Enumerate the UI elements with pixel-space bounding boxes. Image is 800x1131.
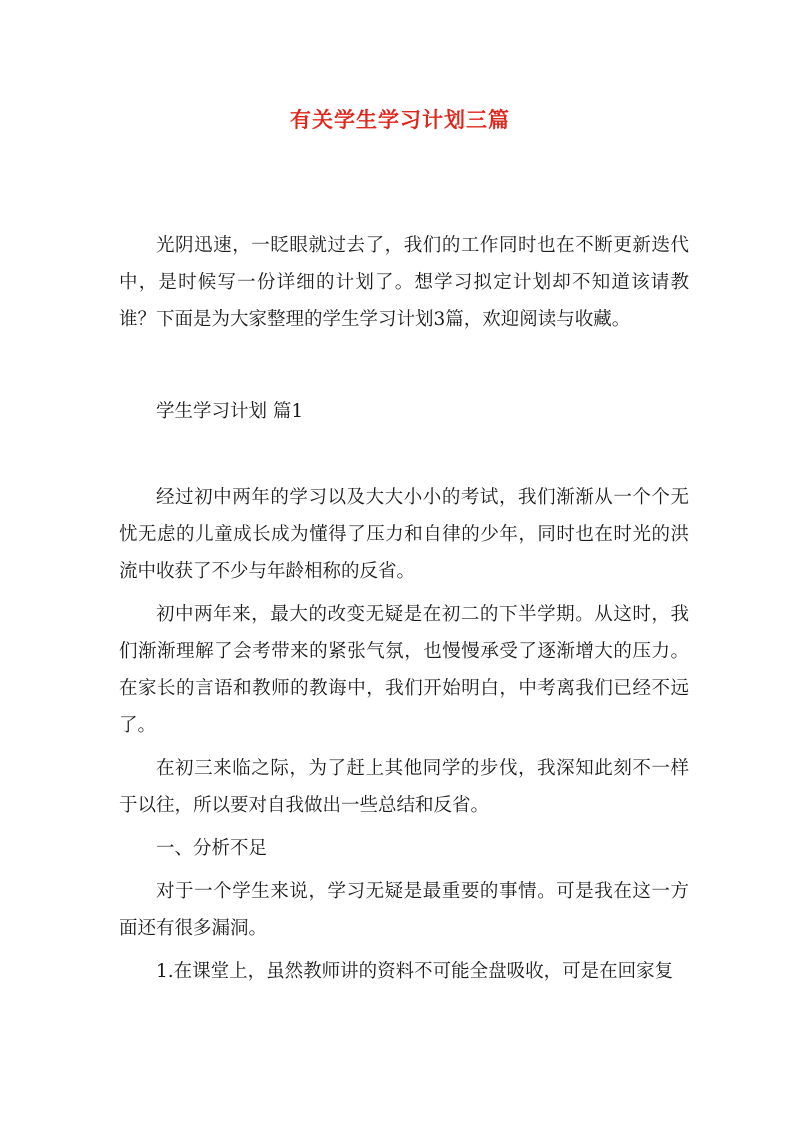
body-block bbox=[119, 479, 689, 990]
body-paragraph: 对于一个学生来说，学习无疑是最重要的事情。可是我在这一方面还有很多漏洞。 bbox=[119, 881, 689, 939]
body-paragraph: 初中两年来，最大的改变无疑是在初二的下半学期。从这时，我们渐渐理解了会考带来的紧张气氛，也慢慢承受了逐渐增大的压力。在家长的言语和教师的教诲中，我们开始明白，中考离我们已经不远了。 bbox=[119, 604, 689, 736]
intro-block bbox=[119, 227, 689, 338]
body-paragraph: 经过初中两年的学习以及大大小小的考试，我们渐渐从一个个无忧无虑的儿童成长成为懂得了压力和自律的少年，同时也在时光的洪流中收获了不少与年龄相称的反省。 bbox=[119, 487, 689, 582]
document-title: 有关学生学习计划三篇 bbox=[290, 107, 510, 132]
subsection-heading: 一、分析不足 bbox=[156, 838, 268, 859]
body-paragraph: 在初三来临之际，为了赶上其他同学的步伐，我深知此刻不一样于以往，所以要对自我做出一些总结和反省。 bbox=[119, 758, 689, 816]
section-heading: 学生学习计划 篇1 bbox=[156, 401, 304, 422]
body-paragraph: 1.在课堂上，虽然教师讲的资料不可能全盘吸收，可是在回家复 bbox=[156, 961, 674, 982]
intro-paragraph: 光阴迅速，一眨眼就过去了，我们的工作同时也在不断更新迭代中，是时候写一份详细的计划了。想学习拟定计划却不知道该请教谁？下面是为大家整理的学生学习计划3篇，欢迎阅读与收藏。 bbox=[119, 235, 689, 330]
